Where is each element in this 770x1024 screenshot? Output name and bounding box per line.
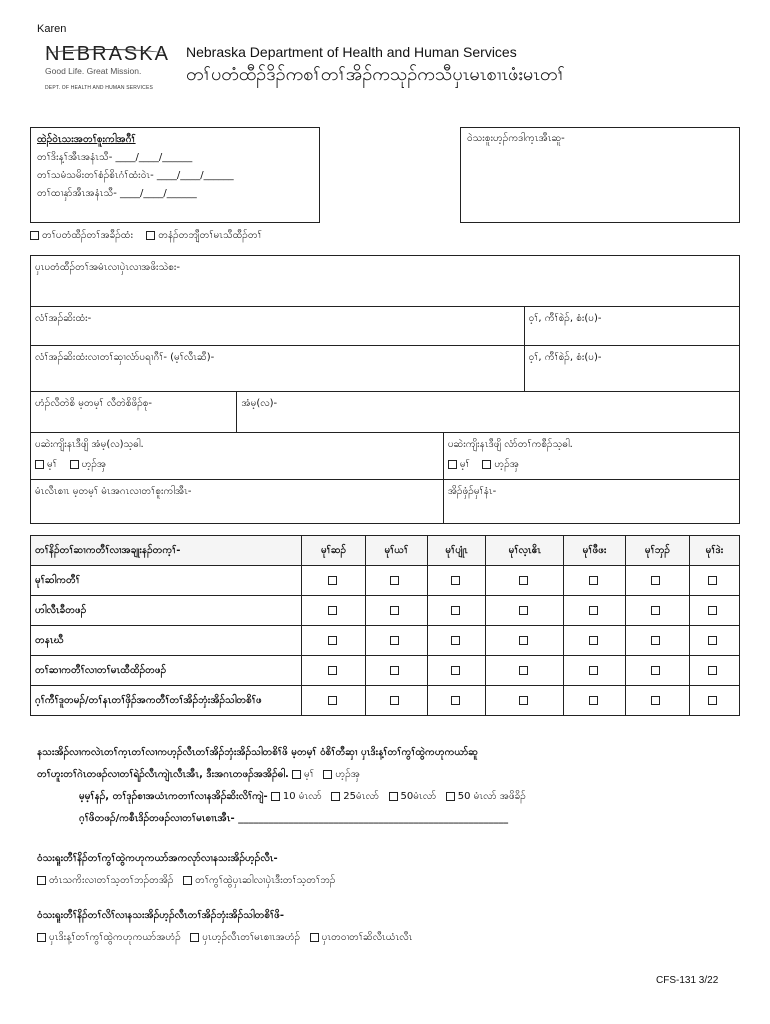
- grid-row: [31, 656, 740, 686]
- grid-cell: [302, 626, 366, 656]
- needs-section: [37, 742, 747, 830]
- grid-cell: [689, 566, 739, 596]
- office-use-box: [30, 127, 320, 223]
- grid-cell: [366, 596, 428, 626]
- text-contact-no-checkbox[interactable]: [482, 460, 491, 469]
- text-contact-yes-label: မ့ၢ်: [459, 459, 470, 470]
- city-state-zip-field[interactable]: [525, 307, 739, 345]
- grid-cell: [427, 686, 486, 716]
- availability-header: တၢ်နိၣ်တၢ်ဆၢကတီၢ်လၢအချုးနၣ်တက့ၢ်-: [31, 536, 302, 566]
- household-label: အိၣ်ဖှံၣ်မှၢ်နံၤ-: [447, 486, 497, 497]
- grid-row-label: မုၢ်ဆါကတီၢ်: [31, 566, 302, 596]
- grid-cell: [486, 626, 564, 656]
- grid-checkbox[interactable]: [519, 666, 528, 675]
- grid-row: [31, 566, 740, 596]
- day-header-5: မုၢ်ဘှၣ်: [625, 536, 689, 566]
- grid-row-label: တၢ်ဆၢကတီၢ်လၢတၢ်မၤထီထိၣ်တဖၣ်: [31, 656, 302, 686]
- grid-cell: [564, 596, 626, 626]
- grid-checkbox[interactable]: [708, 636, 717, 645]
- distance-question: မ့မ့ၢ်နၣ်, တၢ်ဒုၣ်စၢအယံၤကတၢၢ်လၢနအိၣ်ဆိးလိၢ်ကျဲ-: [79, 791, 268, 802]
- grid-checkbox[interactable]: [589, 636, 598, 645]
- grid-cell: [564, 656, 626, 686]
- care-type-2-label: တၢ်ကွၢ်ထွဲပှၤဆါလၢပှဲၤဒီးတၢ်သ့တၢ်ဘၣ်: [195, 875, 336, 886]
- care-place-2-checkbox[interactable]: [190, 933, 199, 942]
- grid-cell: [625, 686, 689, 716]
- dob-field[interactable]: [31, 480, 444, 523]
- mailing-address-label: လံၢ်အၣ်ဆိးထံးလၢတၢ်ဆှၢလံာ်ပရၢဂီၢ်- (မ့ၢ်လီၤဆီ)-: [35, 352, 215, 363]
- grid-checkbox[interactable]: [328, 666, 337, 675]
- grid-checkbox[interactable]: [589, 666, 598, 675]
- household-field[interactable]: [444, 480, 739, 523]
- grid-cell: [427, 626, 486, 656]
- mailing-address-field[interactable]: [31, 346, 525, 391]
- needs-no-label: ဟ့ၣ်အှ: [335, 769, 360, 780]
- grid-checkbox[interactable]: [708, 576, 717, 585]
- needs-yes-label: မ့ၢ်: [304, 769, 314, 780]
- care-place-question: ဝံသးရူးတီၢ်နိၣ်တၢ်လိၢ်လၢနသးအိၣ်ဟ့ၣ်လီၤတၢ်အိၣ်ဘှံးအိၣ်သါတစိၢ်ဖိ-: [37, 910, 285, 921]
- text-contact-question: [444, 433, 739, 479]
- grid-checkbox[interactable]: [651, 576, 660, 585]
- grid-checkbox[interactable]: [390, 666, 399, 675]
- grid-cell: [486, 596, 564, 626]
- grid-checkbox[interactable]: [390, 606, 399, 615]
- care-type-2-checkbox[interactable]: [183, 876, 192, 885]
- grid-cell: [564, 686, 626, 716]
- grid-cell: [366, 566, 428, 596]
- address-label: လံၢ်အၣ်ဆိးထံး-: [35, 313, 92, 324]
- email-field[interactable]: [237, 392, 739, 432]
- distance-50-label: 50မံၤလာ်: [400, 791, 437, 802]
- grid-checkbox[interactable]: [390, 636, 399, 645]
- grid-cell: [689, 596, 739, 626]
- care-place-1-checkbox[interactable]: [37, 933, 46, 942]
- grid-cell: [625, 626, 689, 656]
- office-date-entered[interactable]: တၢ်ထၢနှာ်အီၤအနံၤသီ- ____/____/______: [37, 188, 197, 199]
- grid-checkbox[interactable]: [651, 636, 660, 645]
- day-header-2: မုၢ်ပျုံၤ: [427, 536, 486, 566]
- grid-cell: [302, 566, 366, 596]
- grid-cell: [302, 656, 366, 686]
- email-contact-yes-checkbox[interactable]: [35, 460, 44, 469]
- grid-checkbox[interactable]: [708, 606, 717, 615]
- needs-yes-checkbox[interactable]: [292, 770, 301, 779]
- grid-checkbox[interactable]: [519, 606, 528, 615]
- needs-question-line1: နသးအိၣ်လၢကလဲၤတၢ်က့ၤတၢ်လၢကဟ့ၣ်လီၤတၢ်အိၣ်ဘှံးအိၣ်သါတစိၢ်ဖိ မ့တမ့ၢ် ဝံစိၢ်တီဆှၢ ပှၤဒိးန့ၢ်တၢ်ကွၢ်ထွဲကဟုကယာ်ဆူ: [37, 747, 478, 758]
- distance-10-checkbox[interactable]: [271, 792, 280, 801]
- grid-checkbox[interactable]: [519, 696, 528, 705]
- grid-checkbox[interactable]: [589, 696, 598, 705]
- phone-field[interactable]: [31, 392, 237, 432]
- grid-checkbox[interactable]: [451, 696, 460, 705]
- grid-checkbox[interactable]: [651, 666, 660, 675]
- grid-cell: [689, 686, 739, 716]
- grid-checkbox[interactable]: [451, 606, 460, 615]
- grid-cell: [689, 626, 739, 656]
- grid-cell: [427, 596, 486, 626]
- email-contact-question: [31, 433, 444, 479]
- grid-row-label: ဟါလီၤခီတဖၣ်: [31, 596, 302, 626]
- applicant-name-label: ပှၤပတံထီၣ်တၢ်အမံၤလၢပှဲၤလၢအဖိးသဲစး-: [35, 262, 181, 273]
- form-type-options: [30, 228, 272, 243]
- email-contact-yes-label: မ့ၢ်: [47, 459, 57, 470]
- grid-row-label: တနၤဃီ: [31, 626, 302, 656]
- distance-25-checkbox[interactable]: [331, 792, 340, 801]
- grid-checkbox[interactable]: [328, 636, 337, 645]
- grid-checkbox[interactable]: [451, 636, 460, 645]
- day-header-4: မုၢ်ဖီဖး: [564, 536, 626, 566]
- form-title: တၢ်ပတံထီၣ်ဒိၣ်ကစၢ်တၢ်အိၣ်ကသုၣ်ကသီပှၤမၤစၢၤဖံးမၤတၢ်: [186, 64, 565, 85]
- grid-cell: [427, 656, 486, 686]
- grid-checkbox[interactable]: [589, 576, 598, 585]
- grid-cell: [302, 686, 366, 716]
- grid-checkbox[interactable]: [589, 606, 598, 615]
- phone-label: ဟံၣ်လီတဲစိ မ့တမ့ၢ် လီတဲစိဖိၣ်စု-: [35, 398, 152, 409]
- grid-cell: [564, 626, 626, 656]
- applicant-fields: [30, 255, 740, 524]
- grid-cell: [625, 566, 689, 596]
- grid-checkbox[interactable]: [708, 666, 717, 675]
- grid-checkbox[interactable]: [328, 696, 337, 705]
- grid-cell: [486, 686, 564, 716]
- care-type-question: ဝံသးရူးတီၢ်နိၣ်တၢ်ကွၢ်ထွဲကဟုကယာ်အကလုာ်လၢနသးအိၣ်ဟ့ၣ်လီၤ-: [37, 853, 278, 864]
- text-contact-no-label: ဟ့ၣ်အှ: [494, 459, 519, 470]
- distance-over-50-checkbox[interactable]: [446, 792, 455, 801]
- care-place-3-checkbox[interactable]: [310, 933, 319, 942]
- nebraska-logo: [45, 44, 170, 92]
- grid-checkbox[interactable]: [651, 606, 660, 615]
- logo-tagline: Good Life. Great Mission.: [45, 66, 142, 76]
- language-label: Karen: [37, 23, 67, 35]
- email-contact-no-checkbox[interactable]: [70, 460, 79, 469]
- form-number: CFS-131 3/22: [656, 975, 719, 986]
- annual-renewal-label: တနံၣ်တဘျီတၢ်မၤသီထီၣ်တၢ်: [158, 230, 262, 241]
- care-place-1-label: ပှၤဒိးန့ၢ်တၢ်ကွၢ်ထွဲကဟုကယာ်အဟံၣ်: [49, 932, 181, 943]
- distance-10-label: 10 မံၤလာ်: [282, 791, 322, 802]
- text-contact-label: ပဆဲးကျိးနၤဒီဖျိ လံာ်တၢ်ကစီၣ်သ့ဓါ.: [447, 439, 573, 450]
- care-place-section: [37, 905, 747, 949]
- initial-application-label: တၢ်ပတံထီၣ်တၢ်အခီၣ်ထံး: [42, 230, 134, 241]
- availability-grid: [30, 535, 740, 716]
- agency-name: Nebraska Department of Health and Human Services: [186, 44, 517, 60]
- email-label: အံမ့(လ)-: [241, 398, 278, 409]
- care-place-3-label: ပှၤတဝၢတၢ်ဆိလီၤယံၤလီၤ: [321, 932, 413, 943]
- grid-cell: [689, 656, 739, 686]
- care-place-2-label: ပှၤဟ့ၣ်လီၤတၢ်မၤစၢၤအဟံၣ်: [202, 932, 301, 943]
- grid-row: [31, 626, 740, 656]
- grid-checkbox[interactable]: [390, 576, 399, 585]
- day-header-1: မုၢ်ယၢ်: [366, 536, 428, 566]
- dob-label: မံၤလီၤစၢၤ မ့တမ့ၢ် မံၤအဂၤလၢတၢ်စူးကါအီၤ-: [35, 486, 192, 497]
- distance-50-checkbox[interactable]: [389, 792, 398, 801]
- return-to-box[interactable]: [460, 127, 740, 223]
- distance-25-label: 25မံၤလာ်: [343, 791, 379, 802]
- care-type-1-checkbox[interactable]: [37, 876, 46, 885]
- grid-row-label: ဂ့ၢ်ကီၢ်ဒူတမၣ်/တၢ်နၤတၢ်ဖှိၣ်အကတီၢ်တၢ်အိၣ်ဘှံးအိၣ်သါတစိၢ်ဖ: [31, 686, 302, 716]
- mailing-city-state-zip-field[interactable]: [525, 346, 739, 391]
- logo-word: NEBRASKA: [45, 43, 170, 65]
- care-type-1-label: တံၤသကိးလၢတၢ်သ့တၢ်ဘၣ်တအိၣ်: [49, 875, 174, 886]
- grid-checkbox[interactable]: [708, 696, 717, 705]
- grid-cell: [625, 596, 689, 626]
- email-contact-no-label: ဟ့ၣ်အှ: [81, 459, 107, 470]
- logo-dept: DEPT. OF HEALTH AND HUMAN SERVICES: [45, 85, 154, 91]
- office-use-heading: ထဲၣ်ဝဲၤသးအတၢ်စူးကါအဂီၢ်: [37, 134, 136, 145]
- office-date-received[interactable]: တၢ်ဒိးန့ၢ်အီၤအနံၤသီ- ____/____/______: [37, 152, 193, 163]
- grid-checkbox[interactable]: [519, 576, 528, 585]
- annual-renewal-checkbox[interactable]: [146, 231, 155, 240]
- grid-cell: [486, 656, 564, 686]
- grid-cell: [625, 656, 689, 686]
- day-header-6: မုၢ်ဒဲး: [689, 536, 739, 566]
- grid-cell: [564, 566, 626, 596]
- other-line-label: ဂ့ၢ်ဖိတဖၣ်/ကစီၤဒိၣ်တဖၣ်လၢတၢ်မၤစၢၤအီၤ- ______________________________________________________: [79, 813, 509, 824]
- address-field[interactable]: [31, 307, 525, 345]
- logo-swoosh-icon: [46, 49, 166, 60]
- needs-no-checkbox[interactable]: [323, 770, 332, 779]
- day-header-0: မုၢ်ဆၣ်: [302, 536, 366, 566]
- grid-checkbox[interactable]: [519, 636, 528, 645]
- grid-cell: [486, 566, 564, 596]
- needs-question-line2: တၢ်ဟူးတၢ်ဂဲၤတဖၣ်လၢတၢ်ရဲၣ်လီၤကျဲၤလီၤအီၤ, ဒီးအဂၤတဖၣ်အအိၣ်ဓါ.: [37, 769, 289, 780]
- grid-cell: [302, 596, 366, 626]
- care-type-section: [37, 848, 747, 892]
- text-contact-yes-checkbox[interactable]: [448, 460, 457, 469]
- grid-checkbox[interactable]: [451, 576, 460, 585]
- grid-cell: [366, 656, 428, 686]
- day-header-3: မုၢ်လ့ၤဧိၤ: [486, 536, 564, 566]
- grid-checkbox[interactable]: [651, 696, 660, 705]
- email-contact-label: ပဆဲးကျိးနၤဒီဖျိ အံမ့(လ)သ့ဓါ.: [35, 439, 144, 450]
- grid-checkbox[interactable]: [451, 666, 460, 675]
- grid-row: [31, 596, 740, 626]
- city-state-zip-label: ဝ့ၢ်, ကီၢ်စဲၣ်, စံး(ပ)-: [528, 313, 602, 324]
- grid-checkbox[interactable]: [390, 696, 399, 705]
- grid-cell: [366, 626, 428, 656]
- grid-row: [31, 686, 740, 716]
- return-to-label: ဝဲသးစူးဟ့ၣ်ကဒါက့ၤအီၤဆူ-: [467, 133, 565, 144]
- initial-application-checkbox[interactable]: [30, 231, 39, 240]
- distance-over-50-label: 50 မံၤလာ် အဖိခိၣ်: [457, 791, 526, 802]
- grid-checkbox[interactable]: [328, 606, 337, 615]
- office-date-verified[interactable]: တၢ်သမံသမိးတၢ်စံၣ်စိၤဂံၢ်ထံးဝဲၤ- ____/____/______: [37, 170, 234, 181]
- grid-checkbox[interactable]: [328, 576, 337, 585]
- applicant-name-field[interactable]: [31, 256, 739, 306]
- grid-cell: [366, 686, 428, 716]
- mailing-city-state-zip-label: ဝ့ၢ်, ကီၢ်စဲၣ်, စံး(ပ)-: [528, 352, 602, 363]
- grid-cell: [427, 566, 486, 596]
- other-line[interactable]: [37, 808, 747, 830]
